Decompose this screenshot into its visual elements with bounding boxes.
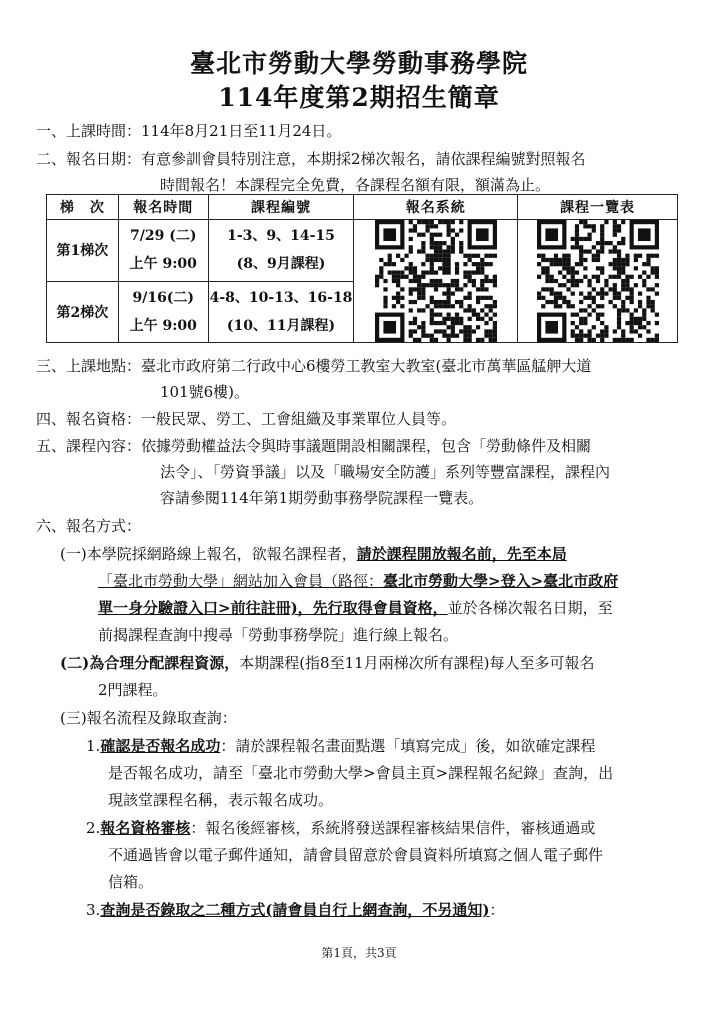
section-registration-date-cont: 時間報名！本課程完全免費，各課程名額有限，額滿為止。 <box>160 176 551 194</box>
table-row <box>47 220 678 282</box>
flow-item-2-line-1: 2.報名資格審核：報名後經審核，系統將發送課程審核結果信件，審核通過或 <box>86 819 596 837</box>
time-cell <box>118 281 208 343</box>
flow-item-3: 3.查詢是否錄取之二種方式(請會員自行上網查詢，不另通知)： <box>86 901 505 919</box>
registration-qr-code[interactable] <box>375 220 497 342</box>
flow-item-2-line-3: 信箱。 <box>108 873 154 891</box>
schedule-header-row <box>47 195 678 220</box>
date-text: 7/29 (二) <box>130 228 197 245</box>
method-item-2-line-2: 2門課程。 <box>98 681 168 699</box>
method-item-2-line-1: (二)為合理分配課程資源，本期課程(指8至11月兩梯次所有課程)每人至多可報名 <box>60 654 595 672</box>
system-qr-cell <box>354 220 518 343</box>
code-cell <box>208 220 354 282</box>
flow-item-1-line-1: 1.確認是否報名成功：請於課程報名畫面點選「填寫完成」後，如欲確定課程 <box>86 737 596 755</box>
method-item-1-line-2: 「臺北市勞動大學」網站加入會員（路徑：臺北市勞動大學>登入>臺北市政府 <box>98 572 619 590</box>
section-location: 三、上課地點：臺北市政府第二行政中心6樓勞工教室大教室(臺北市萬華區艋舺大道 <box>36 357 592 375</box>
section-content-cont2: 容請參閱114年第1期勞動事務學院課程一覽表。 <box>160 489 484 507</box>
batch-cell: 第2梯次 <box>47 281 119 343</box>
section-content: 五、課程內容：依據勞動權益法令與時事議題開設相關課程，包含「勞動條件及相關 <box>36 437 592 455</box>
code-text: 4-8、10-13、16-18 <box>209 289 353 306</box>
course-list-qr-code[interactable] <box>537 220 659 342</box>
list-qr-cell <box>518 220 678 343</box>
section-registration-date: 二、報名日期：有意參訓會員特別注意，本期採2梯次報名，請依課程編號對照報名 <box>36 150 586 168</box>
time-cell <box>118 220 208 282</box>
section-eligibility: 四、報名資格：一般民眾、勞工、工會組織及事業單位人員等。 <box>36 410 457 428</box>
method-item-1-line-1: (一)本學院採網路線上報名，欲報名課程者，請於課程開放報名前，先至本局 <box>60 545 567 563</box>
time-text: 上午 9:00 <box>129 256 197 273</box>
flow-item-1-line-2: 是否報名成功，請至「臺北市勞動大學>會員主頁>課程報名紀錄」查詢，出 <box>108 764 614 782</box>
document-subtitle: 114年度第2期招生簡章 <box>218 83 500 112</box>
batch-cell: 第1梯次 <box>47 220 119 282</box>
section-method: 六、報名方式： <box>36 517 142 535</box>
code-cell <box>208 281 354 343</box>
code-text: 1-3、9、14-15 <box>227 228 335 245</box>
header-batch: 梯 次 <box>47 195 119 220</box>
method-item-3-heading: (三)報名流程及錄取查詢： <box>60 709 237 727</box>
header-system: 報名系統 <box>354 195 518 220</box>
page-number: 第1頁，共3頁 <box>321 946 397 960</box>
month-text: (8、9月課程) <box>236 256 326 273</box>
section-class-time: 一、上課時間：114年8月21日至11月24日。 <box>36 122 342 140</box>
section-content-cont1: 法令」、「勞資爭議」以及「職場安全防護」系列等豐富課程，課程內 <box>160 463 611 481</box>
flow-item-1-line-3: 現該堂課程名稱，表示報名成功。 <box>108 791 334 809</box>
method-item-1-line-4: 前揭課程查詢中搜尋「勞動事務學院」進行線上報名。 <box>98 626 459 644</box>
time-text: 上午 9:00 <box>129 317 197 334</box>
header-list: 課程一覽表 <box>518 195 678 220</box>
header-code: 課程編號 <box>208 195 354 220</box>
header-time: 報名時間 <box>118 195 208 220</box>
section-location-cont: 101號6樓)。 <box>160 383 250 401</box>
method-item-1-line-3: 單一身分驗證入口>前往註冊)，先行取得會員資格，並於各梯次報名日期，至 <box>98 599 613 617</box>
flow-item-2-line-2: 不通過皆會以電子郵件通知，請會員留意於會員資料所填寫之個人電子郵件 <box>108 846 604 864</box>
month-text: (10、11月課程) <box>226 317 336 334</box>
date-text: 9/16(二) <box>132 289 195 306</box>
document-title: 臺北市勞動大學勞動事務學院 <box>189 49 528 78</box>
schedule-table <box>46 194 678 343</box>
